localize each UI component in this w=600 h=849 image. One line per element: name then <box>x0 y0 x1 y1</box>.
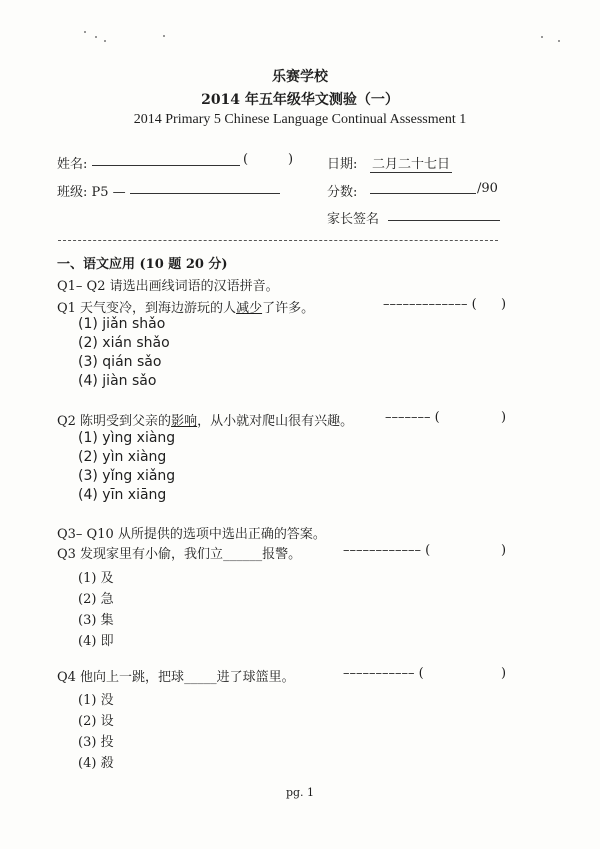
question-text: Q3 发现家里有小偷，我们立 <box>57 547 224 562</box>
test-title-cn: 2014 年五年级华文测验（一） <box>201 92 399 108</box>
underlined-word: 影响 <box>171 414 198 429</box>
option-item: (1) 没 <box>78 693 114 708</box>
option-item: (4) jiàn sǎo <box>78 373 157 389</box>
option-item: (4) 殺 <box>78 756 114 771</box>
question-text: Q2 陈明受到父亲的 <box>57 414 172 429</box>
option-item: (4) yīn xiāng <box>78 487 167 503</box>
answer-blank: _____ <box>184 670 217 685</box>
question-q1 <box>57 297 314 316</box>
question-text-end: ，从小就对爬山很有兴趣。 <box>197 414 354 429</box>
page-number: pg. 1 <box>285 786 315 799</box>
answer-leader: ––––––––––––– ( <box>383 297 477 312</box>
answer-blank: ______ <box>223 547 263 562</box>
question-text-end: 进了球篮里。 <box>216 670 295 685</box>
index-paren-open: ( <box>243 152 249 167</box>
class-label: 班级: P5 — <box>57 185 126 200</box>
option-item: (2) 急 <box>78 592 114 607</box>
option-item: (1) jiǎn shǎo <box>78 316 166 332</box>
question-text: Q1 天气变冷，到海边游玩的人 <box>57 301 237 316</box>
option-item: (1) yìng xiàng <box>78 430 176 446</box>
instruction-q3-q10: Q3– Q10 从所提供的选项中选出正确的答案。 <box>57 527 326 542</box>
answer-leader: ––––––– ( <box>385 410 440 425</box>
question-q4 <box>57 666 295 685</box>
test-title-en: 2014 Primary 5 Chinese Language Continual Assessment 1 <box>133 112 467 127</box>
option-item: (3) yǐng xiǎng <box>78 468 176 484</box>
option-item: (4) 即 <box>78 634 114 649</box>
parent-sign-label: 家长签名 <box>327 212 380 227</box>
date-label: 日期: <box>327 157 358 172</box>
option-item: (1) 及 <box>78 571 114 586</box>
parent-sign-blank <box>388 208 500 221</box>
question-text: Q4 他向上一跳，把球 <box>57 670 185 685</box>
question-q2 <box>57 410 353 429</box>
school-name: 乐赛学校 <box>272 69 328 85</box>
question-text-end: 报警。 <box>262 547 302 562</box>
index-paren-close: ) <box>288 152 294 167</box>
score-total: /90 <box>477 181 498 196</box>
divider-line <box>58 240 498 241</box>
answer-paren-close: ) <box>501 543 507 558</box>
score-blank <box>370 181 476 194</box>
section-title: 一、语文应用 (10 题 20 分) <box>57 257 228 272</box>
answer-paren-close: ) <box>501 410 507 425</box>
option-item: (2) xián shǎo <box>78 335 170 351</box>
option-item: (3) qián sǎo <box>78 354 162 370</box>
answer-paren-close: ) <box>501 666 507 681</box>
underlined-word: 减少 <box>236 301 263 316</box>
name-label: 姓名: <box>57 157 88 172</box>
date-value: 二月二十七日 <box>370 153 452 173</box>
instruction-q1-q2: Q1– Q2 请选出画线词语的汉语拼音。 <box>57 279 279 294</box>
option-item: (3) 集 <box>78 613 114 628</box>
option-item: (2) 设 <box>78 714 114 729</box>
class-blank <box>130 181 280 194</box>
option-item: (2) yìn xiàng <box>78 449 167 465</box>
answer-leader: –––––––––––– ( <box>343 543 431 558</box>
question-q3 <box>57 543 301 562</box>
score-label: 分数: <box>327 185 358 200</box>
question-text-end: 了许多。 <box>262 301 315 316</box>
answer-paren-close: ) <box>501 297 507 312</box>
answer-leader: ––––––––––– ( <box>343 666 424 681</box>
name-blank <box>92 153 240 166</box>
option-item: (3) 投 <box>78 735 114 750</box>
